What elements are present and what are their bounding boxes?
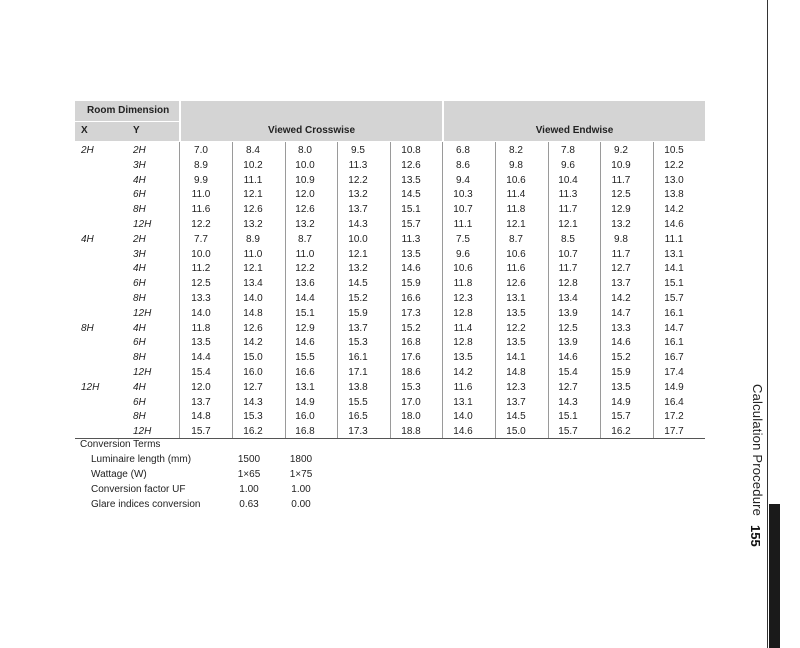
crosswise-value-cell: 15.4 xyxy=(191,367,211,378)
crosswise-value-cell: 12.2 xyxy=(295,263,315,275)
endwise-value-cell: 10.3 xyxy=(453,189,473,201)
crosswise-value-cell: 11.6 xyxy=(191,204,211,216)
crosswise-value-cell: 13.2 xyxy=(295,219,315,230)
table-row xyxy=(75,395,705,411)
crosswise-value-cell: 10.2 xyxy=(243,159,263,171)
conversion-row xyxy=(80,454,380,469)
y-dimension-cell: 6H xyxy=(133,278,146,290)
crosswise-value-cell: 18.6 xyxy=(401,367,421,378)
conversion-value-1800: 1.00 xyxy=(291,484,311,495)
y-column-label: Y xyxy=(133,125,140,136)
crosswise-value-cell: 10.0 xyxy=(348,233,368,245)
table-row xyxy=(75,350,705,366)
endwise-value-cell: 11.1 xyxy=(453,219,473,230)
crosswise-value-cell: 13.6 xyxy=(295,278,315,290)
crosswise-value-cell: 15.9 xyxy=(401,278,421,290)
crosswise-value-cell: 14.3 xyxy=(348,219,368,230)
endwise-value-cell: 15.7 xyxy=(664,293,684,304)
page-number: 155 xyxy=(748,525,763,547)
crosswise-value-cell: 16.0 xyxy=(295,411,315,423)
y-dimension-cell: 4H xyxy=(133,263,146,275)
crosswise-value-cell: 11.0 xyxy=(243,248,263,260)
endwise-value-cell: 14.7 xyxy=(611,307,631,319)
crosswise-value-cell: 14.3 xyxy=(243,396,263,408)
endwise-value-cell: 13.8 xyxy=(664,189,684,201)
crosswise-value-cell: 12.0 xyxy=(295,189,315,201)
crosswise-value-cell: 15.5 xyxy=(295,352,315,364)
endwise-value-cell: 11.6 xyxy=(453,381,473,393)
y-dimension-cell: 3H xyxy=(133,248,146,260)
table-row xyxy=(75,365,705,381)
y-dimension-cell: 12H xyxy=(133,367,152,378)
endwise-value-cell: 10.6 xyxy=(506,174,526,186)
endwise-value-cell: 11.7 xyxy=(611,248,631,260)
endwise-value-cell: 12.1 xyxy=(558,219,578,230)
endwise-value-cell: 8.5 xyxy=(561,233,575,245)
endwise-value-cell: 16.2 xyxy=(611,426,631,438)
crosswise-value-cell: 16.6 xyxy=(295,367,315,378)
table-row xyxy=(75,202,705,218)
endwise-value-cell: 14.5 xyxy=(506,411,526,423)
y-dimension-cell: 8H xyxy=(133,411,146,423)
crosswise-value-cell: 13.2 xyxy=(243,219,263,230)
y-dimension-cell: 12H xyxy=(133,219,152,230)
endwise-value-cell: 8.7 xyxy=(509,233,523,245)
endwise-value-cell: 14.2 xyxy=(453,367,473,378)
crosswise-value-cell: 12.6 xyxy=(243,322,263,334)
endwise-value-cell: 11.3 xyxy=(558,189,578,201)
endwise-value-cell: 9.2 xyxy=(614,145,628,156)
crosswise-value-cell: 13.7 xyxy=(348,322,368,334)
endwise-value-cell: 12.7 xyxy=(611,263,631,275)
endwise-value-cell: 14.8 xyxy=(506,367,526,378)
table-row xyxy=(75,335,705,351)
conversion-label: Conversion factor UF xyxy=(91,484,186,495)
crosswise-value-cell: 12.9 xyxy=(295,322,315,334)
endwise-value-cell: 13.1 xyxy=(453,396,473,408)
crosswise-label: Viewed Crosswise xyxy=(267,125,356,136)
table-row xyxy=(75,217,705,233)
y-dimension-cell: 12H xyxy=(133,307,152,319)
crosswise-value-cell: 13.5 xyxy=(191,337,211,349)
crosswise-value-cell: 10.8 xyxy=(401,145,421,156)
running-head: Calculation Procedure xyxy=(750,384,765,517)
crosswise-value-cell: 14.6 xyxy=(295,337,315,349)
endwise-value-cell: 12.7 xyxy=(558,381,578,393)
endwise-value-cell: 10.7 xyxy=(453,204,473,216)
crosswise-value-cell: 12.7 xyxy=(243,381,263,393)
crosswise-value-cell: 15.9 xyxy=(348,307,368,319)
endwise-value-cell: 9.8 xyxy=(614,233,628,245)
crosswise-value-cell: 17.0 xyxy=(401,396,421,408)
crosswise-value-cell: 14.8 xyxy=(191,411,211,423)
y-dimension-cell: 2H xyxy=(133,233,146,245)
endwise-value-cell: 9.4 xyxy=(456,174,470,186)
endwise-value-cell: 12.1 xyxy=(506,219,526,230)
endwise-value-cell: 10.5 xyxy=(664,145,684,156)
endwise-value-cell: 12.9 xyxy=(611,204,631,216)
crosswise-value-cell: 12.2 xyxy=(191,219,211,230)
crosswise-value-cell: 14.4 xyxy=(295,293,315,304)
y-dimension-cell: 6H xyxy=(133,337,146,349)
endwise-value-cell: 17.2 xyxy=(664,411,684,423)
thumb-index-bar xyxy=(769,504,780,648)
endwise-value-cell: 13.1 xyxy=(664,248,684,260)
y-dimension-cell: 4H xyxy=(133,174,146,186)
crosswise-value-cell: 7.7 xyxy=(194,233,208,245)
endwise-value-cell: 15.7 xyxy=(558,426,578,438)
endwise-value-cell: 13.5 xyxy=(611,381,631,393)
endwise-value-cell: 12.2 xyxy=(506,322,526,334)
crosswise-value-cell: 12.6 xyxy=(243,204,263,216)
endwise-value-cell: 13.3 xyxy=(611,322,631,334)
endwise-label: Viewed Endwise xyxy=(535,125,614,136)
crosswise-value-cell: 18.8 xyxy=(401,426,421,438)
crosswise-value-cell: 13.2 xyxy=(348,189,368,201)
endwise-value-cell: 14.3 xyxy=(558,396,578,408)
endwise-value-cell: 15.0 xyxy=(506,426,526,438)
endwise-value-cell: 13.5 xyxy=(506,307,526,319)
endwise-value-cell: 13.0 xyxy=(664,174,684,186)
endwise-value-cell: 11.7 xyxy=(558,263,578,275)
table-row xyxy=(75,321,705,337)
conversion-terms-title: Conversion Terms xyxy=(80,439,161,450)
crosswise-value-cell: 17.6 xyxy=(401,352,421,364)
endwise-value-cell: 13.5 xyxy=(506,337,526,349)
endwise-value-cell: 13.2 xyxy=(611,219,631,230)
endwise-value-cell: 14.9 xyxy=(611,396,631,408)
crosswise-value-cell: 11.3 xyxy=(401,233,421,245)
crosswise-value-cell: 15.2 xyxy=(401,322,421,334)
crosswise-value-cell: 15.3 xyxy=(401,381,421,393)
crosswise-value-cell: 8.7 xyxy=(298,233,312,245)
endwise-value-cell: 10.7 xyxy=(558,248,578,260)
crosswise-value-cell: 11.0 xyxy=(191,189,211,201)
crosswise-value-cell: 15.0 xyxy=(243,352,263,364)
endwise-value-cell: 13.4 xyxy=(558,293,578,304)
table-row xyxy=(75,424,705,440)
crosswise-value-cell: 14.8 xyxy=(243,307,263,319)
crosswise-value-cell: 12.6 xyxy=(401,159,421,171)
table-row xyxy=(75,173,705,189)
endwise-value-cell: 14.6 xyxy=(558,352,578,364)
crosswise-value-cell: 15.3 xyxy=(348,337,368,349)
crosswise-value-cell: 12.1 xyxy=(243,189,263,201)
endwise-value-cell: 12.5 xyxy=(558,322,578,334)
endwise-value-cell: 13.1 xyxy=(506,293,526,304)
conversion-value-1800: 1×75 xyxy=(289,469,313,480)
conversion-label: Luminaire length (mm) xyxy=(91,454,192,465)
crosswise-value-cell: 8.0 xyxy=(298,145,312,156)
endwise-value-cell: 13.5 xyxy=(453,352,473,364)
endwise-value-cell: 14.0 xyxy=(453,411,473,423)
table-row xyxy=(75,261,705,277)
crosswise-value-cell: 14.4 xyxy=(191,352,211,364)
crosswise-value-cell: 15.1 xyxy=(295,307,315,319)
y-dimension-cell: 2H xyxy=(133,145,146,156)
glare-index-table xyxy=(75,101,705,438)
conversion-value-1800: 1800 xyxy=(289,454,313,465)
endwise-value-cell: 15.1 xyxy=(558,411,578,423)
conversion-value-1800: 0.00 xyxy=(291,499,311,510)
y-dimension-cell: 8H xyxy=(133,293,146,304)
crosswise-value-cell: 10.0 xyxy=(295,159,315,171)
crosswise-value-cell: 13.3 xyxy=(191,293,211,304)
endwise-value-cell: 16.1 xyxy=(664,337,684,349)
conversion-value-1500: 1.00 xyxy=(239,484,259,495)
crosswise-value-cell: 13.8 xyxy=(348,381,368,393)
endwise-value-cell: 17.7 xyxy=(664,426,684,438)
x-dimension-cell: 8H xyxy=(81,322,94,334)
table-row xyxy=(75,143,705,159)
endwise-value-cell: 15.7 xyxy=(611,411,631,423)
crosswise-value-cell: 11.8 xyxy=(191,322,211,334)
crosswise-value-cell: 8.4 xyxy=(246,145,260,156)
endwise-value-cell: 14.1 xyxy=(506,352,526,364)
endwise-value-cell: 12.3 xyxy=(506,381,526,393)
crosswise-value-cell: 9.5 xyxy=(351,145,365,156)
endwise-value-cell: 9.6 xyxy=(456,248,470,260)
table-row xyxy=(75,276,705,292)
crosswise-value-cell: 13.4 xyxy=(243,278,263,290)
conversion-value-1500: 1×65 xyxy=(237,469,261,480)
crosswise-value-cell: 16.0 xyxy=(243,367,263,378)
endwise-value-cell: 14.6 xyxy=(611,337,631,349)
endwise-value-cell: 11.8 xyxy=(453,278,473,290)
crosswise-value-cell: 10.9 xyxy=(295,174,315,186)
y-dimension-cell: 6H xyxy=(133,396,146,408)
crosswise-value-cell: 11.3 xyxy=(348,159,368,171)
crosswise-value-cell: 16.8 xyxy=(401,337,421,349)
y-dimension-cell: 4H xyxy=(133,381,146,393)
table-row xyxy=(75,247,705,263)
x-dimension-cell: 4H xyxy=(81,233,94,245)
crosswise-value-cell: 15.5 xyxy=(348,396,368,408)
endwise-value-cell: 7.5 xyxy=(456,233,470,245)
table-body xyxy=(75,142,705,438)
endwise-value-cell: 12.2 xyxy=(664,159,684,171)
conversion-row xyxy=(80,484,380,499)
crosswise-value-cell: 17.3 xyxy=(348,426,368,438)
endwise-value-cell: 13.9 xyxy=(558,307,578,319)
crosswise-value-cell: 15.7 xyxy=(401,219,421,230)
endwise-value-cell: 11.7 xyxy=(611,174,631,186)
crosswise-value-cell: 12.6 xyxy=(295,204,315,216)
endwise-value-cell: 15.2 xyxy=(611,352,631,364)
endwise-value-cell: 17.4 xyxy=(664,367,684,378)
crosswise-value-cell: 11.0 xyxy=(295,248,315,260)
crosswise-value-cell: 13.2 xyxy=(348,263,368,275)
x-dimension-cell: 12H xyxy=(81,381,100,393)
conversion-value-1500: 1500 xyxy=(237,454,261,465)
endwise-value-cell: 12.6 xyxy=(506,278,526,290)
table-row xyxy=(75,306,705,322)
x-dimension-cell: 2H xyxy=(81,145,94,156)
endwise-value-cell: 10.9 xyxy=(611,159,631,171)
table-row xyxy=(75,409,705,425)
crosswise-value-cell: 15.1 xyxy=(401,204,421,216)
crosswise-value-cell: 10.0 xyxy=(191,248,211,260)
endwise-value-cell: 14.2 xyxy=(664,204,684,216)
crosswise-value-cell: 16.1 xyxy=(348,352,368,364)
endwise-value-cell: 10.6 xyxy=(506,248,526,260)
crosswise-value-cell: 14.2 xyxy=(243,337,263,349)
endwise-value-cell: 11.4 xyxy=(506,189,526,201)
crosswise-value-cell: 18.0 xyxy=(401,411,421,423)
margin-rule xyxy=(767,0,768,648)
endwise-value-cell: 7.8 xyxy=(561,145,575,156)
room-dimension-label: Room Dimension xyxy=(87,105,170,116)
table-row xyxy=(75,380,705,396)
crosswise-value-cell: 13.7 xyxy=(348,204,368,216)
x-column-label: X xyxy=(81,125,88,136)
crosswise-value-cell: 13.1 xyxy=(295,381,315,393)
crosswise-value-cell: 12.2 xyxy=(348,174,368,186)
crosswise-value-cell: 12.1 xyxy=(348,248,368,260)
endwise-value-cell: 14.6 xyxy=(664,219,684,230)
crosswise-value-cell: 8.9 xyxy=(246,233,260,245)
table-row xyxy=(75,187,705,203)
endwise-value-cell: 11.7 xyxy=(558,204,578,216)
crosswise-value-cell: 17.3 xyxy=(401,307,421,319)
crosswise-value-cell: 12.0 xyxy=(191,381,211,393)
conversion-value-1500: 0.63 xyxy=(239,499,259,510)
endwise-value-cell: 12.8 xyxy=(453,337,473,349)
crosswise-value-cell: 14.0 xyxy=(191,307,211,319)
endwise-value-cell: 11.1 xyxy=(664,233,684,245)
y-dimension-cell: 8H xyxy=(133,352,146,364)
endwise-value-cell: 16.4 xyxy=(664,396,684,408)
endwise-value-cell: 12.8 xyxy=(558,278,578,290)
crosswise-value-cell: 14.5 xyxy=(348,278,368,290)
y-dimension-cell: 3H xyxy=(133,159,146,171)
crosswise-value-cell: 15.2 xyxy=(348,293,368,304)
endwise-value-cell: 13.9 xyxy=(558,337,578,349)
endwise-value-cell: 9.6 xyxy=(561,159,575,171)
endwise-value-cell: 10.6 xyxy=(453,263,473,275)
crosswise-value-cell: 13.5 xyxy=(401,248,421,260)
endwise-value-cell: 10.4 xyxy=(558,174,578,186)
table-row xyxy=(75,232,705,248)
crosswise-value-cell: 12.1 xyxy=(243,263,263,275)
crosswise-value-cell: 17.1 xyxy=(348,367,368,378)
endwise-value-cell: 14.6 xyxy=(453,426,473,438)
table-header xyxy=(75,101,705,141)
crosswise-value-cell: 15.7 xyxy=(191,426,211,438)
crosswise-value-cell: 16.6 xyxy=(401,293,421,304)
y-dimension-cell: 8H xyxy=(133,204,146,216)
endwise-value-cell: 15.4 xyxy=(558,367,578,378)
crosswise-value-cell: 14.5 xyxy=(401,189,421,201)
conversion-label: Glare indices conversion xyxy=(91,499,201,510)
table-row xyxy=(75,158,705,174)
endwise-value-cell: 12.3 xyxy=(453,293,473,304)
crosswise-value-cell: 16.2 xyxy=(243,426,263,438)
endwise-value-cell: 11.8 xyxy=(506,204,526,216)
endwise-value-cell: 15.1 xyxy=(664,278,684,290)
endwise-value-cell: 8.2 xyxy=(509,145,523,156)
endwise-value-cell: 11.4 xyxy=(453,322,473,334)
crosswise-value-cell: 12.5 xyxy=(191,278,211,290)
endwise-value-cell: 8.6 xyxy=(456,159,470,171)
crosswise-value-cell: 7.0 xyxy=(194,145,208,156)
endwise-value-cell: 12.8 xyxy=(453,307,473,319)
table-row xyxy=(75,291,705,307)
crosswise-value-cell: 14.9 xyxy=(295,396,315,408)
crosswise-value-cell: 8.9 xyxy=(194,159,208,171)
crosswise-value-cell: 14.0 xyxy=(243,293,263,304)
conversion-row xyxy=(80,469,380,484)
crosswise-value-cell: 11.2 xyxy=(191,263,211,275)
endwise-value-cell: 9.8 xyxy=(509,159,523,171)
conversion-label: Wattage (W) xyxy=(91,469,147,480)
endwise-value-cell: 14.2 xyxy=(611,293,631,304)
crosswise-value-cell: 13.5 xyxy=(401,174,421,186)
y-dimension-cell: 12H xyxy=(133,426,152,438)
endwise-value-cell: 11.6 xyxy=(506,263,526,275)
header-divider xyxy=(75,121,179,122)
endwise-value-cell: 12.5 xyxy=(611,189,631,201)
endwise-value-cell: 14.1 xyxy=(664,263,684,275)
crosswise-value-cell: 11.1 xyxy=(243,174,263,186)
y-dimension-cell: 4H xyxy=(133,322,146,334)
crosswise-value-cell: 16.5 xyxy=(348,411,368,423)
endwise-value-cell: 13.7 xyxy=(611,278,631,290)
endwise-value-cell: 14.7 xyxy=(664,322,684,334)
crosswise-value-cell: 13.7 xyxy=(191,396,211,408)
endwise-value-cell: 6.8 xyxy=(456,145,470,156)
endwise-value-cell: 16.1 xyxy=(664,307,684,319)
crosswise-value-cell: 9.9 xyxy=(194,174,208,186)
crosswise-value-cell: 14.6 xyxy=(401,263,421,275)
endwise-value-cell: 14.9 xyxy=(664,381,684,393)
crosswise-value-cell: 16.8 xyxy=(295,426,315,438)
endwise-value-cell: 13.7 xyxy=(506,396,526,408)
endwise-value-cell: 15.9 xyxy=(611,367,631,378)
crosswise-value-cell: 15.3 xyxy=(243,411,263,423)
conversion-row xyxy=(80,499,380,514)
endwise-value-cell: 16.7 xyxy=(664,352,684,364)
y-dimension-cell: 6H xyxy=(133,189,146,201)
